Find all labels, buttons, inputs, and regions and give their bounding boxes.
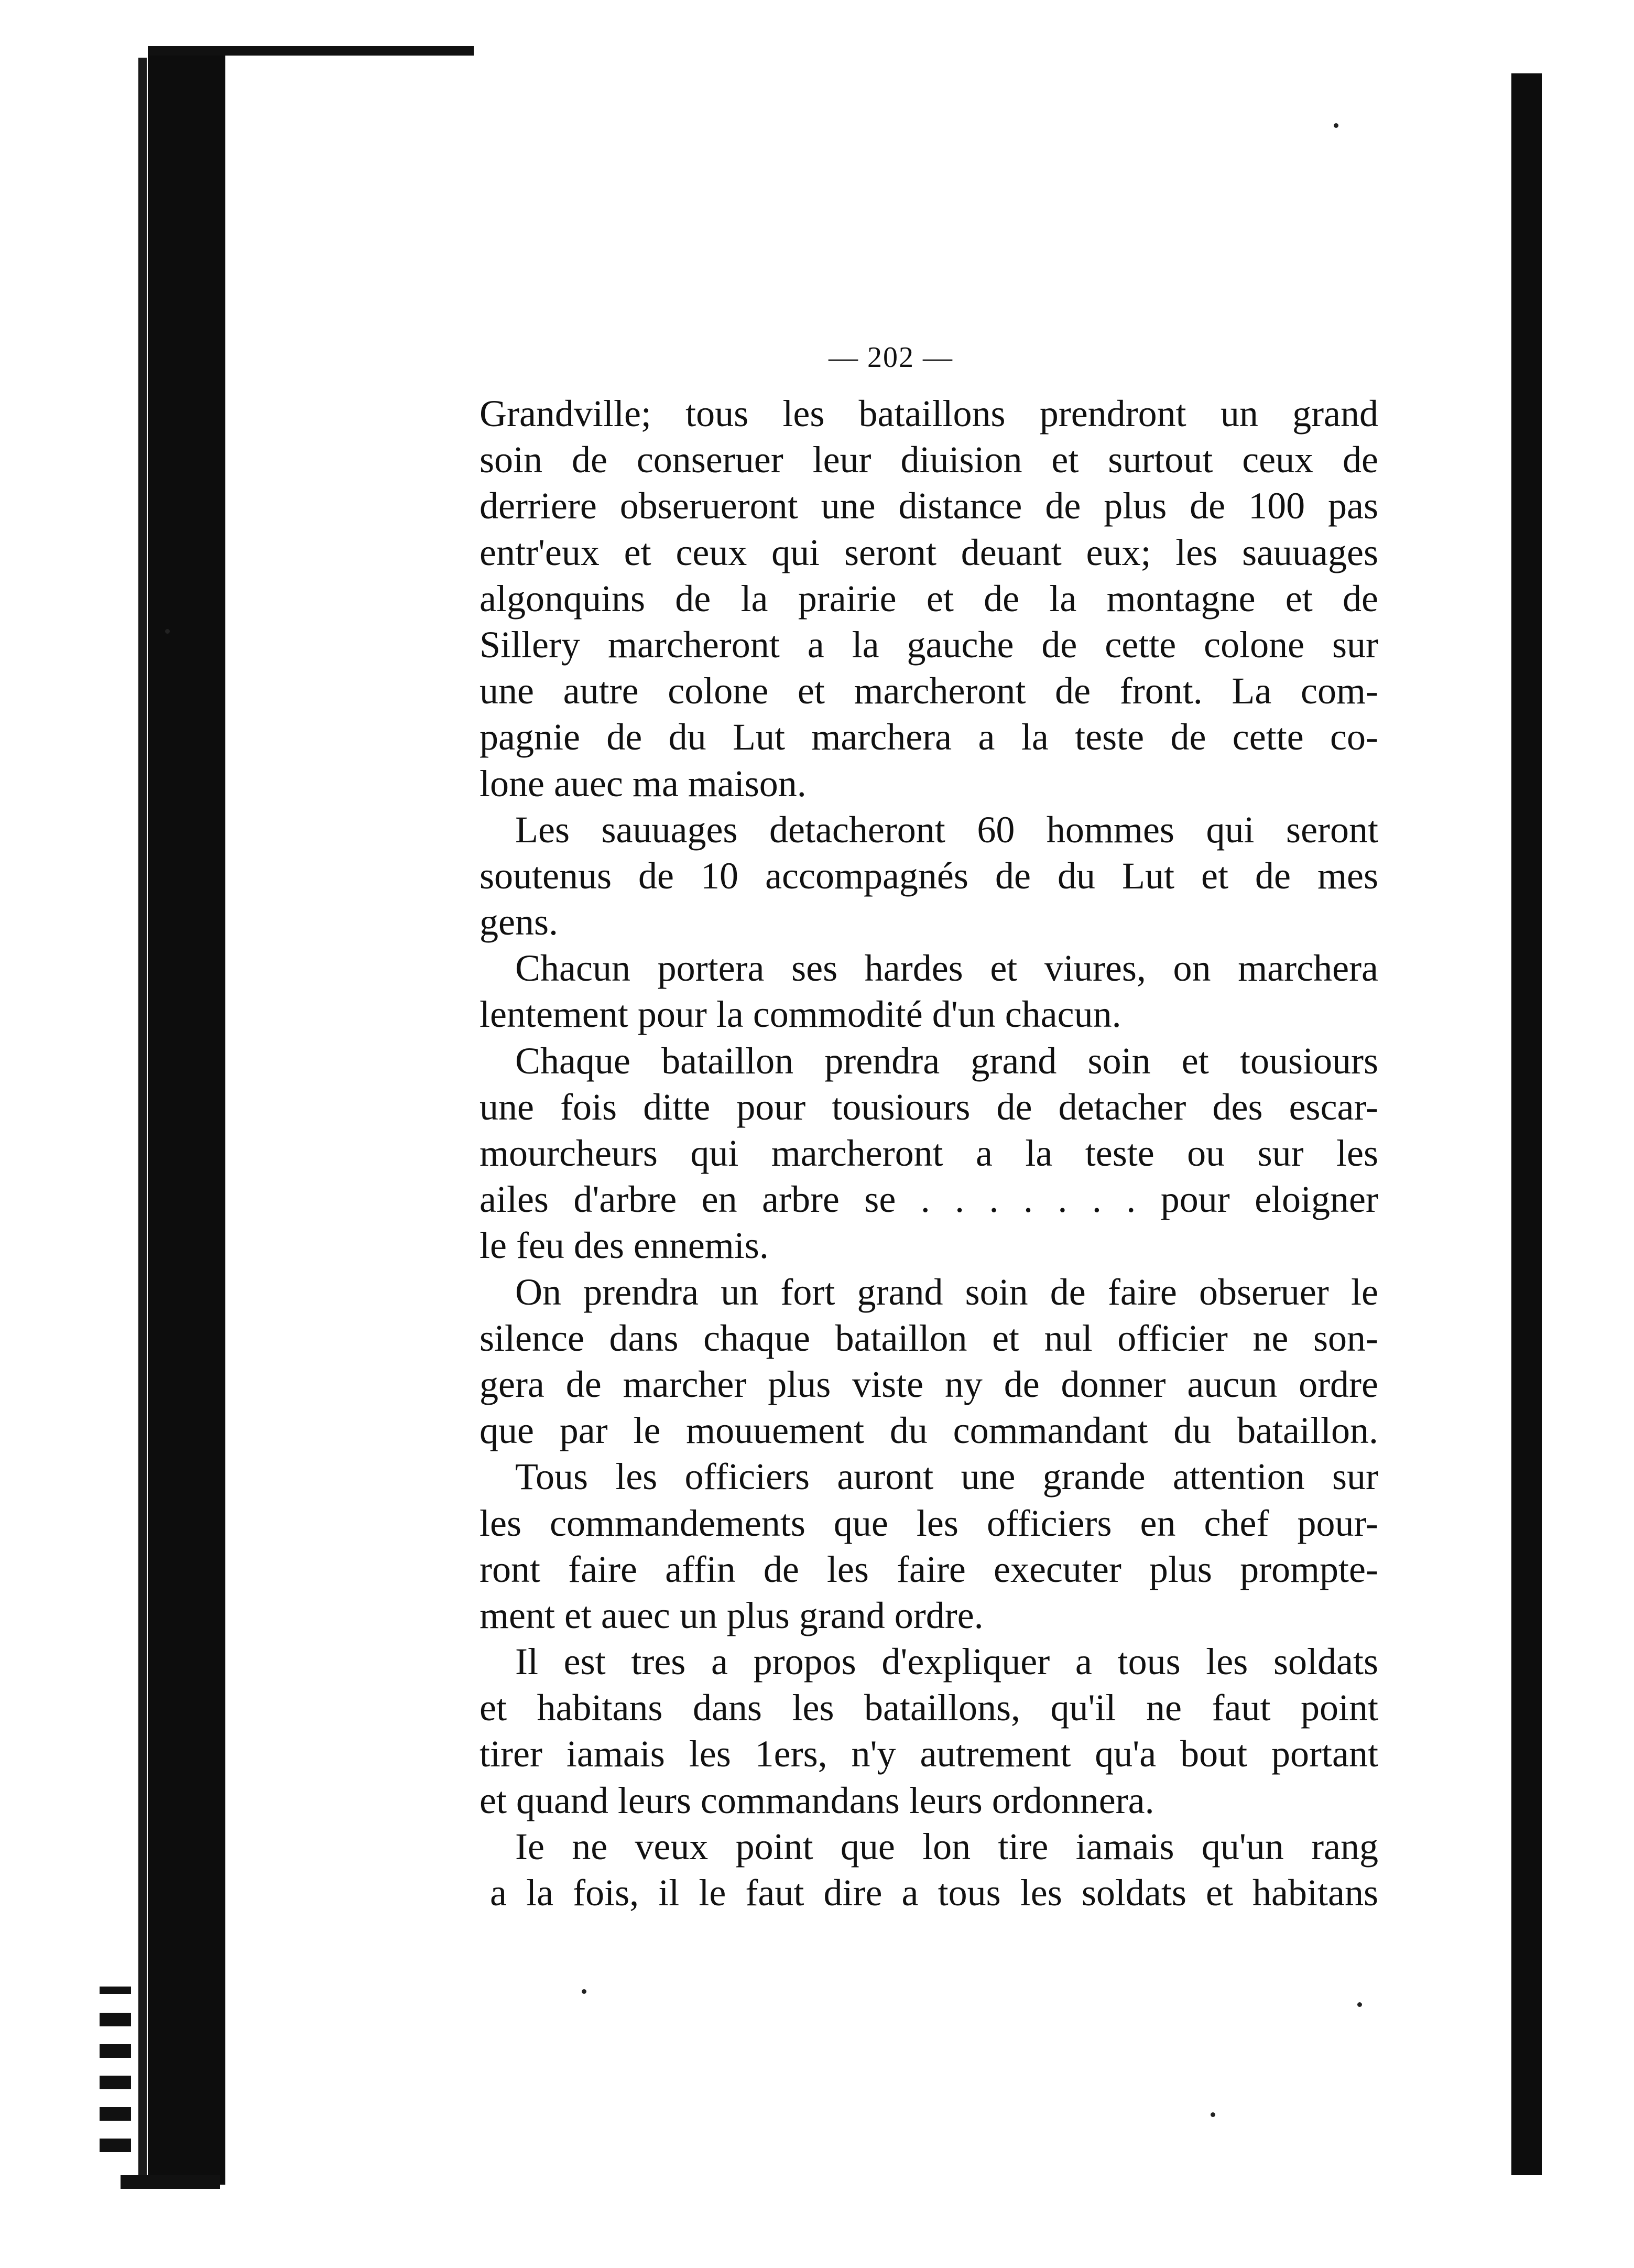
text-line: une autre colone et marcheront de front. La com-: [480, 670, 1378, 712]
text-line: et quand leurs commandans leurs ordonnera.: [480, 1779, 1154, 1821]
scan-top-bar: [148, 46, 474, 56]
text-line: gera de marcher plus viste ny de donner aucun ordre: [480, 1363, 1378, 1405]
text-line: soutenus de 10 accompagnés de du Lut et de mes: [480, 854, 1378, 897]
scan-mark: [100, 2139, 131, 2152]
text-line: entr'eux et ceux qui seront deuant eux; les sauuages: [480, 531, 1378, 573]
text-line: Tous les officiers auront une grande attention sur: [515, 1456, 1378, 1498]
text-line: Chaque bataillon prendra grand soin et tousiours: [515, 1039, 1378, 1082]
text-line: Sillery marcheront a la gauche de cette colone sur: [480, 623, 1378, 666]
speck: [1334, 123, 1338, 128]
text-line: tirer iamais les 1ers, n'y autrement qu'a bout portant: [480, 1733, 1378, 1775]
text-line: gens.: [480, 901, 558, 943]
text-line: ailes d'arbre en arbre se . . . . . . . pour eloigner: [480, 1178, 1378, 1221]
scan-bottom-bar: [121, 2175, 220, 2189]
text-line: Les sauuages detacheront 60 hommes qui seront: [515, 808, 1378, 851]
text-line: Grandville; tous les bataillons prendront un grand: [480, 393, 1378, 435]
body-text: [480, 390, 1378, 1916]
text-line: Il est tres a propos d'expliquer a tous les soldats: [515, 1641, 1378, 1683]
text-line: algonquins de la prairie et de la montagne et de: [480, 577, 1378, 620]
scan-mark: [100, 2013, 131, 2026]
text-line: pagnie de du Lut marchera a la teste de cette co-: [480, 716, 1378, 758]
text-line: silence dans chaque bataillon et nul officier ne son-: [480, 1317, 1378, 1359]
text-line: On prendra un fort grand soin de faire obseruer le: [515, 1271, 1378, 1313]
text-line: derriere obserueront une distance de plus de 100 pas: [480, 485, 1378, 527]
text-line: le feu des ennemis.: [480, 1224, 769, 1267]
scan-mark: [100, 2044, 131, 2058]
page-number: — 202 —: [829, 341, 953, 374]
text-line: ront faire affin de les faire executer plus prompte-: [480, 1548, 1378, 1590]
text-line: les commandements que les officiers en chef pour-: [480, 1502, 1378, 1544]
text-line: lone auec ma maison.: [480, 762, 807, 805]
text-line: Chacun portera ses hardes et viures, on marchera: [515, 947, 1378, 990]
text-line: une fois ditte pour tousiours de detacher des escar-: [480, 1086, 1378, 1128]
text-line: soin de conseruer leur diuision et surtout ceux de: [480, 439, 1378, 481]
text-line: a la fois, il le faut dire a tous les soldats et habitans: [490, 1872, 1378, 1914]
scan-edge-left: [148, 46, 225, 2185]
speck: [582, 1989, 586, 1994]
speck: [165, 629, 170, 634]
text-line: mourcheurs qui marcheront a la teste ou sur les: [480, 1132, 1378, 1174]
speck: [1357, 2002, 1362, 2007]
text-line: et habitans dans les bataillons, qu'il ne faut point: [480, 1687, 1378, 1729]
text-line: que par le mouuement du commandant du bataillon.: [480, 1409, 1378, 1452]
text-line: Ie ne veux point que lon tire iamais qu'un rang: [515, 1825, 1378, 1868]
scan-mark: [100, 2076, 131, 2089]
scan-mark: [100, 2107, 131, 2121]
scan-edge-right: [1511, 73, 1542, 2175]
speck: [1211, 2112, 1215, 2117]
scan-mark: [100, 1987, 131, 1994]
scan-edge-left-thin: [138, 58, 147, 2180]
text-line: ment et auec un plus grand ordre.: [480, 1594, 984, 1636]
text-line: lentement pour la commodité d'un chacun.: [480, 993, 1121, 1036]
